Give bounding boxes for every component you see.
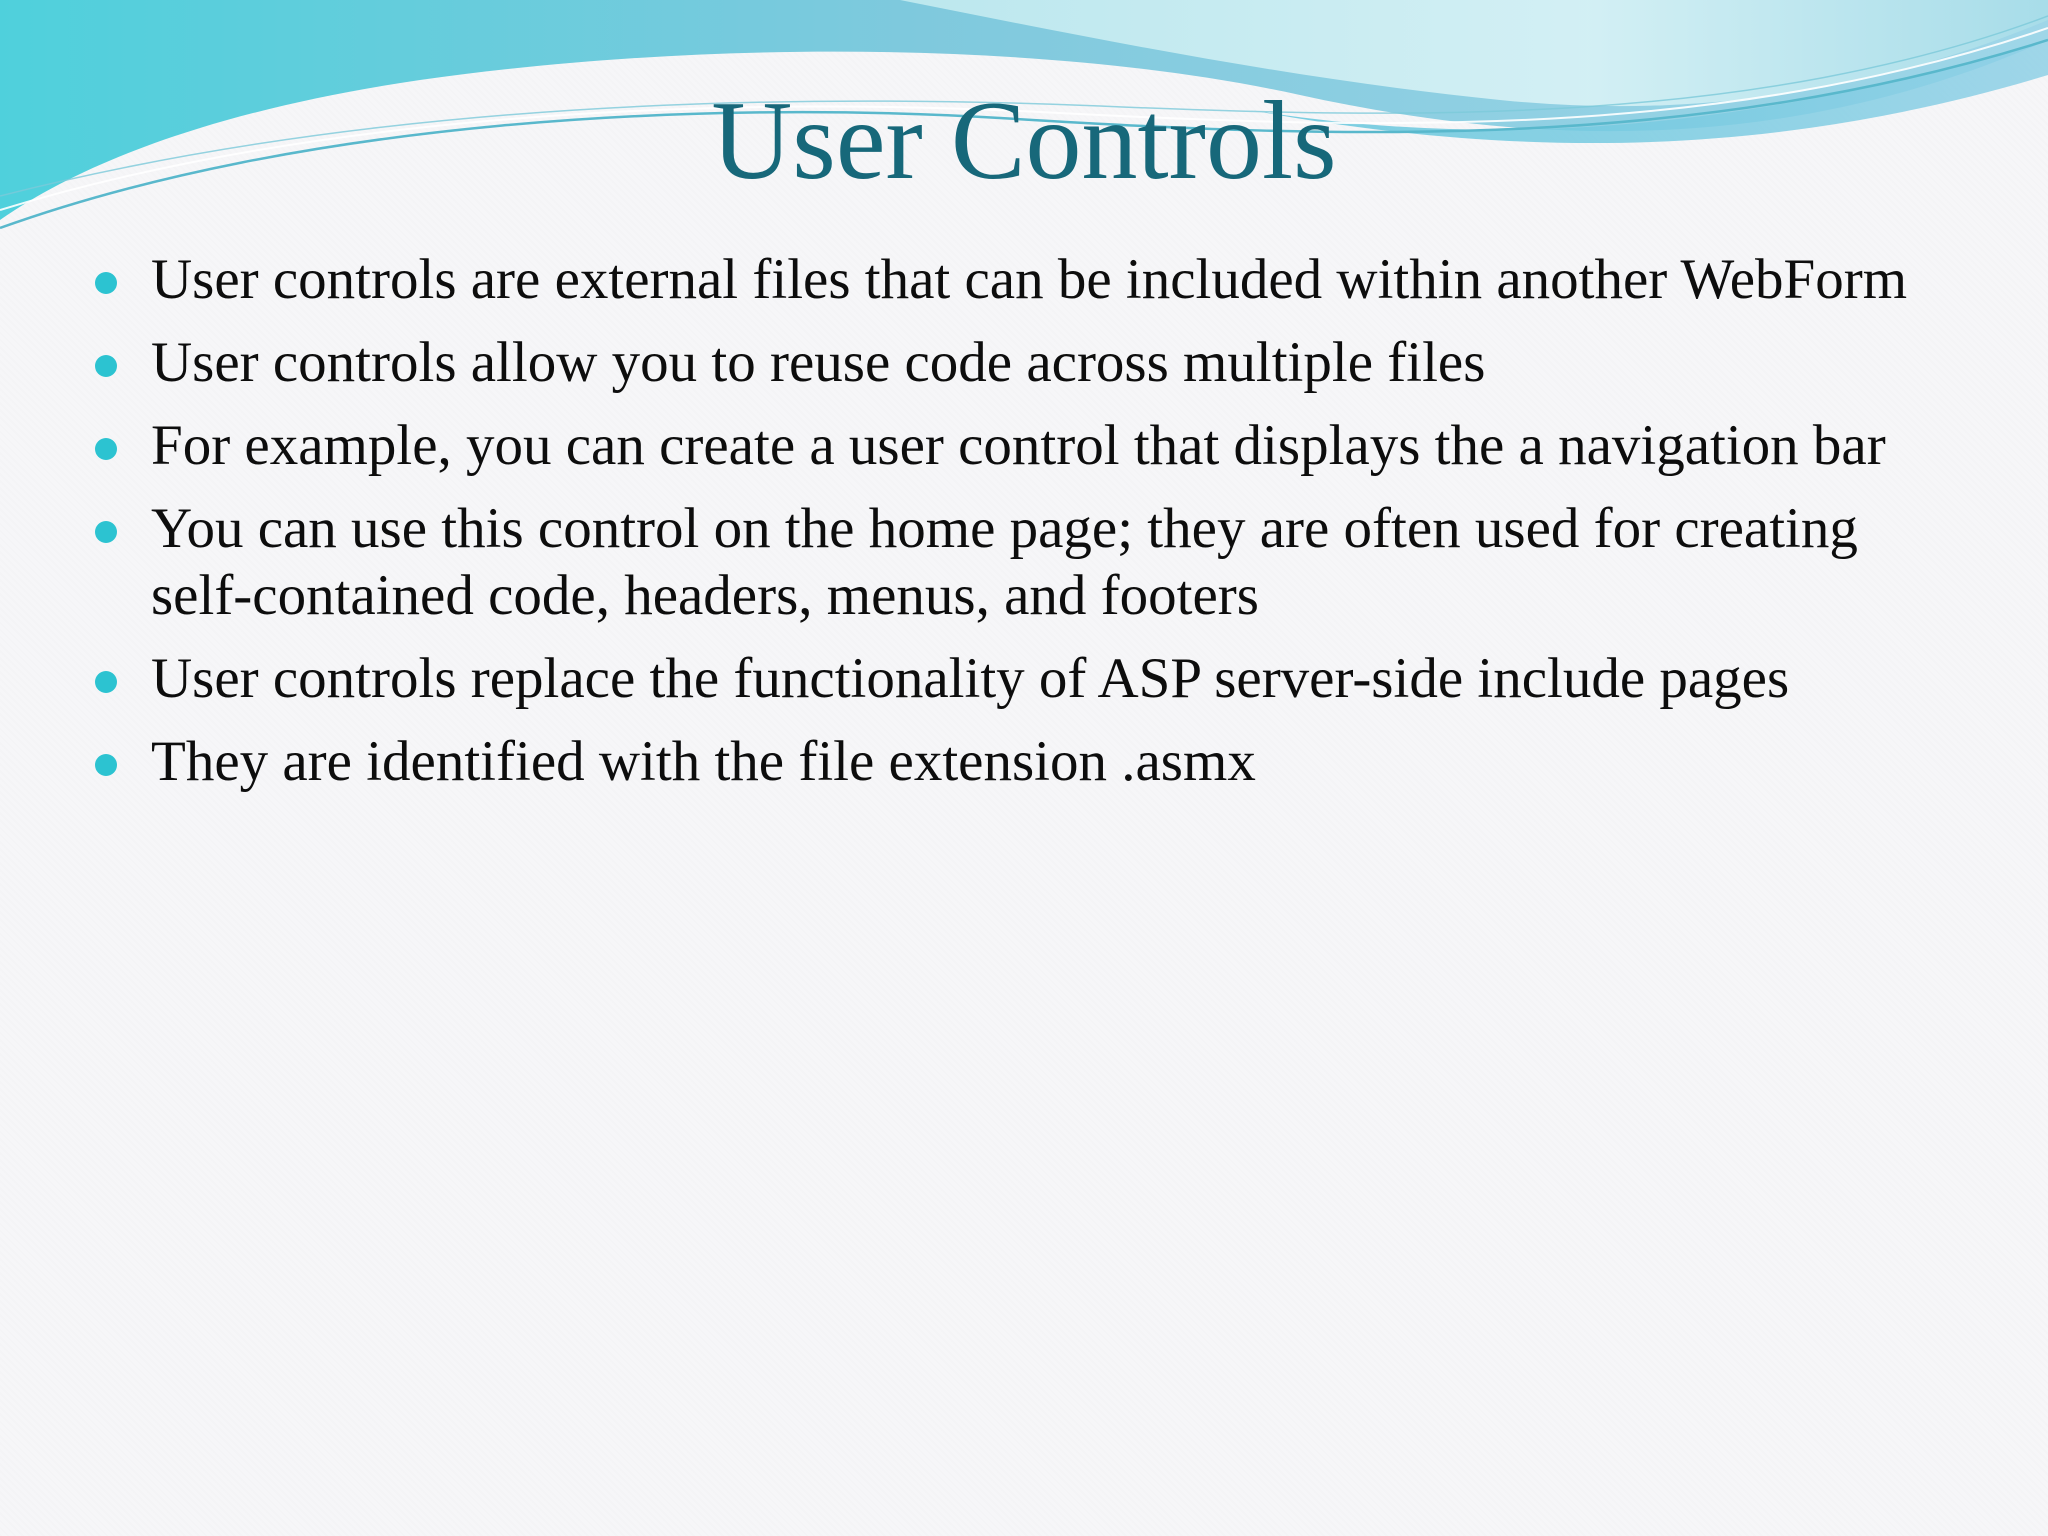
bullet-text: User controls allow you to reuse code across multiple files (151, 331, 1486, 394)
bullet-item (0, 246, 2048, 313)
bullet-dot-icon (95, 521, 117, 543)
bullet-text: They are identified with the file extension .asmx (151, 730, 1256, 793)
bullet-dot-icon (95, 438, 117, 460)
bullet-item (0, 728, 2048, 795)
slide-title: User Controls (711, 79, 1337, 203)
bullet-item (0, 329, 2048, 396)
bullet-text: User controls replace the functionality of ASP server-side include pages (151, 647, 1790, 710)
bullet-item (0, 645, 2048, 712)
bullet-item (0, 412, 2048, 479)
bullet-dot-icon (95, 671, 117, 693)
bullet-text: User controls are external files that can be included within another WebForm (151, 248, 1908, 311)
bullet-text: You can use this control on the home page; they are often used for creating self-contained code, headers, menus, and footers (151, 497, 1858, 627)
bullet-list (0, 246, 2048, 811)
bullet-dot-icon (95, 754, 117, 776)
bullet-dot-icon (95, 355, 117, 377)
bullet-text: For example, you can create a user control that displays the a navigation bar (151, 414, 1886, 477)
bullet-item (0, 495, 2048, 629)
bullet-dot-icon (95, 272, 117, 294)
